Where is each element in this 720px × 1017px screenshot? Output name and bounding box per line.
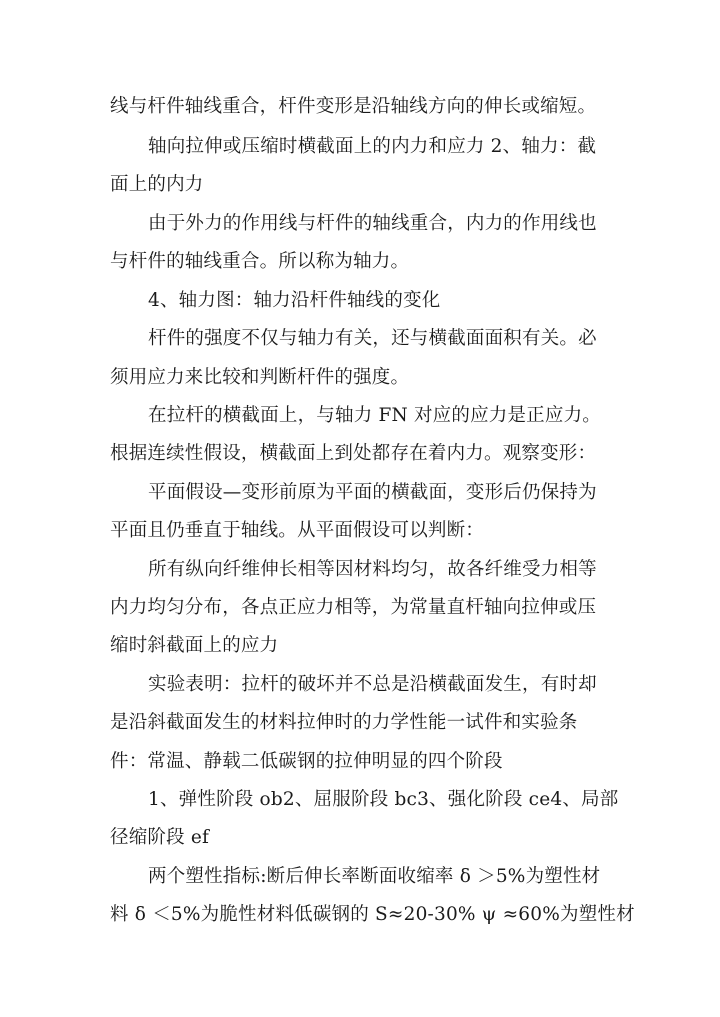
text-line: 在拉杆的横截面上，与轴力 FN 对应的应力是正应力。 (148, 405, 601, 426)
text-line: 件：常温、静载二低碳钢的拉伸明显的四个阶段 (110, 751, 503, 772)
text-line: 4、轴力图：轴力沿杆件轴线的变化 (148, 290, 441, 311)
text-line: 两个塑性指标:断后伸长率断面收缩率 δ ＞5%为塑性材 (148, 866, 601, 887)
text-line: 是沿斜截面发生的材料拉伸时的力学性能一试件和实验条 (110, 712, 578, 733)
text-line: 线与杆件轴线重合，杆件变形是沿轴线方向的伸长或缩短。 (110, 96, 597, 117)
text-line: 实验表明：拉杆的破坏并不总是沿横截面发生，有时却 (148, 674, 597, 695)
text-line: 料 δ ＜5%为脆性材料低碳钢的 S≈20-30% ψ ≈60%为塑性材 (110, 904, 635, 925)
text-line: 平面且仍垂直于轴线。从平面假设可以判断： (110, 520, 485, 541)
text-line: 面上的内力 (110, 174, 204, 195)
text-line: 杆件的强度不仅与轴力有关，还与横截面面积有关。必 (148, 328, 597, 349)
text-line: 平面假设—变形前原为平面的横截面，变形后仍保持为 (148, 482, 597, 503)
text-line: 1、弹性阶段 ob2、屈服阶段 bc3、强化阶段 ce4、局部 (148, 789, 619, 810)
text-line: 轴向拉伸或压缩时横截面上的内力和应力 2、轴力：截 (148, 136, 597, 157)
text-line: 由于外力的作用线与杆件的轴线重合，内力的作用线也 (148, 213, 597, 234)
text-line: 根据连续性假设，横截面上到处都存在着内力。观察变形： (110, 443, 597, 464)
text-line: 径缩阶段 ef (110, 827, 210, 848)
text-line: 缩时斜截面上的应力 (110, 635, 279, 656)
text-line: 与杆件的轴线重合。所以称为轴力。 (110, 251, 410, 272)
text-line: 须用应力来比较和判断杆件的强度。 (110, 367, 410, 388)
text-line: 内力均匀分布，各点正应力相等，为常量直杆轴向拉伸或压 (110, 597, 597, 618)
text-line: 所有纵向纤维伸长相等因材料均匀，故各纤维受力相等 (148, 559, 597, 580)
